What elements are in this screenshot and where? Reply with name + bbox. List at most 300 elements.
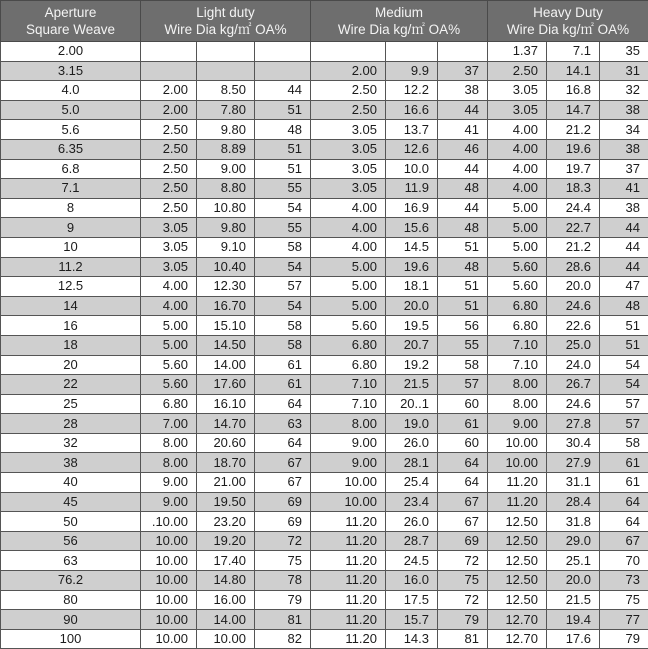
header-light-duty (141, 1, 311, 42)
medium-wire-dia-cell: 4.00 (311, 218, 386, 238)
table-row (1, 335, 648, 355)
heavy-kg-cell: 30.4 (547, 433, 600, 453)
medium-oa-cell: 48 (438, 218, 488, 238)
heavy-oa-cell: 34 (600, 120, 648, 140)
medium-kg-cell: 26.0 (386, 433, 438, 453)
table-row (1, 571, 648, 591)
table-row (1, 296, 648, 316)
heavy-wire-dia-cell: 4.00 (488, 120, 547, 140)
table-row (1, 277, 648, 297)
light-wire-dia-cell: 8.00 (141, 453, 197, 473)
light-wire-dia-cell (141, 61, 197, 81)
heavy-wire-dia-cell: 5.60 (488, 257, 547, 277)
heavy-oa-cell: 41 (600, 179, 648, 199)
aperture-cell: 2.00 (1, 42, 141, 62)
medium-wire-dia-cell: 6.80 (311, 355, 386, 375)
aperture-cell: 6.35 (1, 139, 141, 159)
medium-kg-cell: 28.1 (386, 453, 438, 473)
aperture-cell: 5.0 (1, 100, 141, 120)
heavy-oa-cell: 38 (600, 139, 648, 159)
table-row (1, 375, 648, 395)
heavy-wire-dia-cell: 12.50 (488, 531, 547, 551)
light-oa-cell: 69 (255, 512, 311, 532)
light-wire-dia-cell: 2.00 (141, 81, 197, 101)
light-wire-dia-cell: 5.60 (141, 375, 197, 395)
medium-wire-dia-cell: 3.05 (311, 179, 386, 199)
aperture-cell: 76.2 (1, 571, 141, 591)
medium-oa-cell: 79 (438, 610, 488, 630)
light-oa-cell: 51 (255, 139, 311, 159)
heavy-kg-cell: 20.0 (547, 571, 600, 591)
heavy-kg-cell: 24.0 (547, 355, 600, 375)
light-kg-cell: 10.80 (197, 198, 255, 218)
light-oa-cell: 75 (255, 551, 311, 571)
medium-kg-cell: 21.5 (386, 375, 438, 395)
light-oa-cell: 78 (255, 571, 311, 591)
heavy-oa-cell: 61 (600, 473, 648, 493)
light-kg-cell: 19.50 (197, 492, 255, 512)
aperture-cell: 12.5 (1, 277, 141, 297)
aperture-cell: 4.0 (1, 81, 141, 101)
heavy-kg-cell: 14.1 (547, 61, 600, 81)
aperture-cell: 10 (1, 237, 141, 257)
light-kg-cell (197, 61, 255, 81)
light-oa-cell: 55 (255, 179, 311, 199)
medium-wire-dia-cell: 10.00 (311, 473, 386, 493)
aperture-cell: 38 (1, 453, 141, 473)
heavy-oa-cell: 44 (600, 237, 648, 257)
medium-wire-dia-cell: 2.50 (311, 100, 386, 120)
light-wire-dia-cell: 5.60 (141, 355, 197, 375)
heavy-kg-cell: 19.7 (547, 159, 600, 179)
header-row (1, 1, 648, 42)
light-wire-dia-cell: 10.00 (141, 571, 197, 591)
light-wire-dia-cell: 2.50 (141, 198, 197, 218)
aperture-cell: 5.6 (1, 120, 141, 140)
heavy-kg-cell: 7.1 (547, 42, 600, 62)
heavy-kg-cell: 24.6 (547, 296, 600, 316)
heavy-oa-cell: 57 (600, 414, 648, 434)
heavy-kg-cell: 22.7 (547, 218, 600, 238)
heavy-kg-cell: 31.1 (547, 473, 600, 493)
medium-wire-dia-cell: 11.20 (311, 590, 386, 610)
medium-oa-cell: 60 (438, 394, 488, 414)
medium-kg-cell: 19.6 (386, 257, 438, 277)
heavy-wire-dia-cell: 12.50 (488, 571, 547, 591)
heavy-kg-cell: 17.6 (547, 629, 600, 649)
table-row (1, 100, 648, 120)
light-wire-dia-cell: 9.00 (141, 492, 197, 512)
light-oa-cell: 82 (255, 629, 311, 649)
light-oa-cell: 67 (255, 473, 311, 493)
light-wire-dia-cell: 5.00 (141, 335, 197, 355)
medium-wire-dia-cell: 2.00 (311, 61, 386, 81)
aperture-cell: 90 (1, 610, 141, 630)
aperture-cell: 18 (1, 335, 141, 355)
light-kg-cell: 16.00 (197, 590, 255, 610)
light-kg-cell: 14.80 (197, 571, 255, 591)
light-wire-dia-cell: 2.50 (141, 179, 197, 199)
medium-kg-cell: 23.4 (386, 492, 438, 512)
medium-oa-cell: 51 (438, 296, 488, 316)
medium-kg-cell: 10.0 (386, 159, 438, 179)
heavy-wire-dia-cell: 4.00 (488, 139, 547, 159)
table-row (1, 531, 648, 551)
table-row (1, 120, 648, 140)
table-row (1, 551, 648, 571)
heavy-kg-cell: 24.6 (547, 394, 600, 414)
medium-kg-cell: 14.3 (386, 629, 438, 649)
light-oa-cell: 51 (255, 100, 311, 120)
light-kg-cell: 17.40 (197, 551, 255, 571)
heavy-oa-cell: 51 (600, 316, 648, 336)
medium-wire-dia-cell: 7.10 (311, 394, 386, 414)
medium-oa-cell: 58 (438, 355, 488, 375)
light-kg-cell: 7.80 (197, 100, 255, 120)
heavy-wire-dia-cell: 10.00 (488, 453, 547, 473)
light-wire-dia-cell: .10.00 (141, 512, 197, 532)
heavy-kg-cell: 25.0 (547, 335, 600, 355)
heavy-kg-cell: 24.4 (547, 198, 600, 218)
medium-kg-cell: 16.6 (386, 100, 438, 120)
light-wire-dia-cell: 8.00 (141, 433, 197, 453)
medium-oa-cell: 37 (438, 61, 488, 81)
light-oa-cell: 67 (255, 453, 311, 473)
medium-oa-cell: 56 (438, 316, 488, 336)
heavy-oa-cell: 57 (600, 394, 648, 414)
heavy-wire-dia-cell: 1.37 (488, 42, 547, 62)
medium-oa-cell: 38 (438, 81, 488, 101)
medium-kg-cell: 12.6 (386, 139, 438, 159)
heavy-wire-dia-cell: 6.80 (488, 316, 547, 336)
aperture-cell: 6.8 (1, 159, 141, 179)
heavy-oa-cell: 77 (600, 610, 648, 630)
table-row (1, 81, 648, 101)
medium-wire-dia-cell: 7.10 (311, 375, 386, 395)
medium-wire-dia-cell: 11.20 (311, 629, 386, 649)
light-wire-dia-cell: 2.50 (141, 139, 197, 159)
heavy-kg-cell: 20.0 (547, 277, 600, 297)
heavy-wire-dia-cell: 7.10 (488, 335, 547, 355)
light-wire-dia-cell: 10.00 (141, 551, 197, 571)
light-kg-cell: 14.50 (197, 335, 255, 355)
heavy-wire-dia-cell: 12.50 (488, 551, 547, 571)
light-oa-cell: 58 (255, 316, 311, 336)
heavy-oa-cell: 37 (600, 159, 648, 179)
medium-wire-dia-cell: 6.80 (311, 335, 386, 355)
medium-wire-dia-cell: 5.00 (311, 277, 386, 297)
heavy-kg-cell: 27.8 (547, 414, 600, 434)
light-oa-cell: 64 (255, 433, 311, 453)
heavy-wire-dia-cell: 8.00 (488, 375, 547, 395)
medium-wire-dia-cell: 11.20 (311, 571, 386, 591)
heavy-wire-dia-cell: 3.05 (488, 81, 547, 101)
heavy-kg-cell: 21.5 (547, 590, 600, 610)
aperture-cell: 9 (1, 218, 141, 238)
medium-wire-dia-cell: 2.50 (311, 81, 386, 101)
header-aperture-line1: Aperture (1, 4, 140, 21)
medium-oa-cell: 67 (438, 492, 488, 512)
header-heavy-duty (488, 1, 648, 42)
table-row (1, 316, 648, 336)
heavy-oa-cell: 48 (600, 296, 648, 316)
medium-oa-cell: 67 (438, 512, 488, 532)
medium-kg-cell: 16.9 (386, 198, 438, 218)
medium-kg-cell: 15.7 (386, 610, 438, 630)
medium-oa-cell: 48 (438, 257, 488, 277)
light-wire-dia-cell: 4.00 (141, 296, 197, 316)
heavy-oa-cell: 67 (600, 531, 648, 551)
medium-kg-cell: 14.5 (386, 237, 438, 257)
light-kg-cell: 20.60 (197, 433, 255, 453)
medium-oa-cell: 44 (438, 159, 488, 179)
heavy-wire-dia-cell: 5.00 (488, 198, 547, 218)
medium-kg-cell: 15.6 (386, 218, 438, 238)
heavy-kg-cell: 14.7 (547, 100, 600, 120)
heavy-oa-cell: 70 (600, 551, 648, 571)
aperture-cell: 50 (1, 512, 141, 532)
medium-wire-dia-cell: 3.05 (311, 159, 386, 179)
medium-oa-cell: 69 (438, 531, 488, 551)
light-oa-cell: 55 (255, 218, 311, 238)
light-oa-cell: 48 (255, 120, 311, 140)
light-oa-cell: 54 (255, 257, 311, 277)
light-kg-cell: 8.89 (197, 139, 255, 159)
light-kg-cell (197, 42, 255, 62)
light-wire-dia-cell: 4.00 (141, 277, 197, 297)
medium-kg-cell: 28.7 (386, 531, 438, 551)
light-kg-cell: 12.30 (197, 277, 255, 297)
table-row (1, 433, 648, 453)
heavy-wire-dia-cell: 5.00 (488, 218, 547, 238)
heavy-kg-cell: 18.3 (547, 179, 600, 199)
heavy-kg-cell: 26.7 (547, 375, 600, 395)
medium-oa-cell: 60 (438, 433, 488, 453)
light-kg-cell: 9.00 (197, 159, 255, 179)
heavy-kg-cell: 27.9 (547, 453, 600, 473)
medium-kg-cell: 25.4 (386, 473, 438, 493)
light-oa-cell: 72 (255, 531, 311, 551)
heavy-kg-cell: 19.6 (547, 139, 600, 159)
heavy-oa-cell: 64 (600, 492, 648, 512)
light-oa-cell: 61 (255, 355, 311, 375)
medium-kg-cell: 18.1 (386, 277, 438, 297)
aperture-cell: 8 (1, 198, 141, 218)
light-oa-cell: 61 (255, 375, 311, 395)
table-row (1, 179, 648, 199)
medium-oa-cell (438, 42, 488, 62)
light-wire-dia-cell: 3.05 (141, 257, 197, 277)
medium-kg-cell: 9.9 (386, 61, 438, 81)
light-wire-dia-cell: 5.00 (141, 316, 197, 336)
light-oa-cell: 64 (255, 394, 311, 414)
light-wire-dia-cell (141, 42, 197, 62)
medium-oa-cell: 57 (438, 375, 488, 395)
aperture-cell: 16 (1, 316, 141, 336)
aperture-cell: 40 (1, 473, 141, 493)
light-oa-cell: 79 (255, 590, 311, 610)
medium-wire-dia-cell: 11.20 (311, 512, 386, 532)
light-wire-dia-cell: 2.00 (141, 100, 197, 120)
light-oa-cell: 51 (255, 159, 311, 179)
medium-kg-cell: 26.0 (386, 512, 438, 532)
heavy-wire-dia-cell: 4.00 (488, 159, 547, 179)
medium-oa-cell: 44 (438, 100, 488, 120)
heavy-wire-dia-cell: 11.20 (488, 492, 547, 512)
light-wire-dia-cell: 10.00 (141, 590, 197, 610)
header-medium-line2: Wire Dia kg/㎡ OA% (311, 21, 487, 38)
header-light-line2: Wire Dia kg/㎡ OA% (141, 21, 310, 38)
light-oa-cell: 58 (255, 335, 311, 355)
heavy-wire-dia-cell: 12.70 (488, 610, 547, 630)
heavy-oa-cell: 35 (600, 42, 648, 62)
heavy-oa-cell: 32 (600, 81, 648, 101)
heavy-oa-cell: 44 (600, 257, 648, 277)
heavy-wire-dia-cell: 8.00 (488, 394, 547, 414)
aperture-cell: 32 (1, 433, 141, 453)
light-oa-cell: 69 (255, 492, 311, 512)
heavy-kg-cell: 21.2 (547, 120, 600, 140)
header-heavy-line1: Heavy Duty (488, 4, 648, 21)
table-row (1, 139, 648, 159)
light-kg-cell: 17.60 (197, 375, 255, 395)
medium-wire-dia-cell: 3.05 (311, 139, 386, 159)
medium-wire-dia-cell: 4.00 (311, 198, 386, 218)
table-row (1, 394, 648, 414)
medium-wire-dia-cell: 11.20 (311, 551, 386, 571)
light-kg-cell: 23.20 (197, 512, 255, 532)
medium-kg-cell: 19.5 (386, 316, 438, 336)
medium-oa-cell: 55 (438, 335, 488, 355)
light-oa-cell: 44 (255, 81, 311, 101)
light-kg-cell: 10.00 (197, 629, 255, 649)
medium-kg-cell: 17.5 (386, 590, 438, 610)
light-kg-cell: 21.00 (197, 473, 255, 493)
aperture-cell: 28 (1, 414, 141, 434)
table-row (1, 473, 648, 493)
heavy-oa-cell: 38 (600, 100, 648, 120)
light-wire-dia-cell: 7.00 (141, 414, 197, 434)
medium-oa-cell: 75 (438, 571, 488, 591)
light-wire-dia-cell: 10.00 (141, 629, 197, 649)
medium-wire-dia-cell: 5.00 (311, 296, 386, 316)
heavy-kg-cell: 19.4 (547, 610, 600, 630)
light-kg-cell: 10.40 (197, 257, 255, 277)
light-oa-cell: 63 (255, 414, 311, 434)
heavy-wire-dia-cell: 10.00 (488, 433, 547, 453)
light-oa-cell: 54 (255, 198, 311, 218)
medium-kg-cell (386, 42, 438, 62)
light-kg-cell: 15.10 (197, 316, 255, 336)
table-row (1, 42, 648, 62)
heavy-wire-dia-cell: 4.00 (488, 179, 547, 199)
table-body (1, 42, 648, 649)
medium-wire-dia-cell: 11.20 (311, 531, 386, 551)
aperture-cell: 14 (1, 296, 141, 316)
heavy-wire-dia-cell: 12.50 (488, 512, 547, 532)
light-wire-dia-cell: 2.50 (141, 159, 197, 179)
table-row (1, 590, 648, 610)
heavy-wire-dia-cell: 7.10 (488, 355, 547, 375)
aperture-cell: 56 (1, 531, 141, 551)
table-row (1, 492, 648, 512)
aperture-cell: 100 (1, 629, 141, 649)
heavy-kg-cell: 28.6 (547, 257, 600, 277)
heavy-wire-dia-cell: 6.80 (488, 296, 547, 316)
light-kg-cell: 16.70 (197, 296, 255, 316)
medium-wire-dia-cell (311, 42, 386, 62)
medium-wire-dia-cell: 8.00 (311, 414, 386, 434)
heavy-oa-cell: 54 (600, 375, 648, 395)
light-wire-dia-cell: 9.00 (141, 473, 197, 493)
medium-kg-cell: 20..1 (386, 394, 438, 414)
header-heavy-line2: Wire Dia kg/㎡ OA% (488, 21, 648, 38)
medium-kg-cell: 19.0 (386, 414, 438, 434)
heavy-kg-cell: 25.1 (547, 551, 600, 571)
light-oa-cell: 58 (255, 237, 311, 257)
heavy-kg-cell: 28.4 (547, 492, 600, 512)
medium-wire-dia-cell: 9.00 (311, 453, 386, 473)
light-wire-dia-cell: 10.00 (141, 531, 197, 551)
table-row (1, 512, 648, 532)
header-aperture (1, 1, 141, 42)
medium-kg-cell: 19.2 (386, 355, 438, 375)
header-light-line1: Light duty (141, 4, 310, 21)
aperture-cell: 45 (1, 492, 141, 512)
heavy-wire-dia-cell: 2.50 (488, 61, 547, 81)
medium-oa-cell: 44 (438, 198, 488, 218)
heavy-oa-cell: 61 (600, 453, 648, 473)
heavy-oa-cell: 44 (600, 218, 648, 238)
medium-wire-dia-cell: 9.00 (311, 433, 386, 453)
medium-kg-cell: 20.0 (386, 296, 438, 316)
medium-wire-dia-cell: 4.00 (311, 237, 386, 257)
heavy-oa-cell: 38 (600, 198, 648, 218)
light-oa-cell (255, 42, 311, 62)
heavy-wire-dia-cell: 5.00 (488, 237, 547, 257)
table-row (1, 159, 648, 179)
table-row (1, 453, 648, 473)
medium-kg-cell: 16.0 (386, 571, 438, 591)
medium-oa-cell: 81 (438, 629, 488, 649)
aperture-cell: 25 (1, 394, 141, 414)
light-oa-cell: 81 (255, 610, 311, 630)
medium-oa-cell: 51 (438, 277, 488, 297)
table-row (1, 198, 648, 218)
light-wire-dia-cell: 3.05 (141, 237, 197, 257)
table-row (1, 355, 648, 375)
table-row (1, 257, 648, 277)
table-row (1, 610, 648, 630)
table-row (1, 218, 648, 238)
light-oa-cell: 57 (255, 277, 311, 297)
light-kg-cell: 8.80 (197, 179, 255, 199)
light-wire-dia-cell: 3.05 (141, 218, 197, 238)
heavy-oa-cell: 51 (600, 335, 648, 355)
heavy-wire-dia-cell: 5.60 (488, 277, 547, 297)
heavy-kg-cell: 16.8 (547, 81, 600, 101)
light-oa-cell: 54 (255, 296, 311, 316)
heavy-kg-cell: 29.0 (547, 531, 600, 551)
heavy-oa-cell: 31 (600, 61, 648, 81)
medium-kg-cell: 20.7 (386, 335, 438, 355)
medium-kg-cell: 11.9 (386, 179, 438, 199)
heavy-oa-cell: 73 (600, 571, 648, 591)
light-kg-cell: 8.50 (197, 81, 255, 101)
aperture-cell: 20 (1, 355, 141, 375)
light-kg-cell: 16.10 (197, 394, 255, 414)
table-row (1, 414, 648, 434)
